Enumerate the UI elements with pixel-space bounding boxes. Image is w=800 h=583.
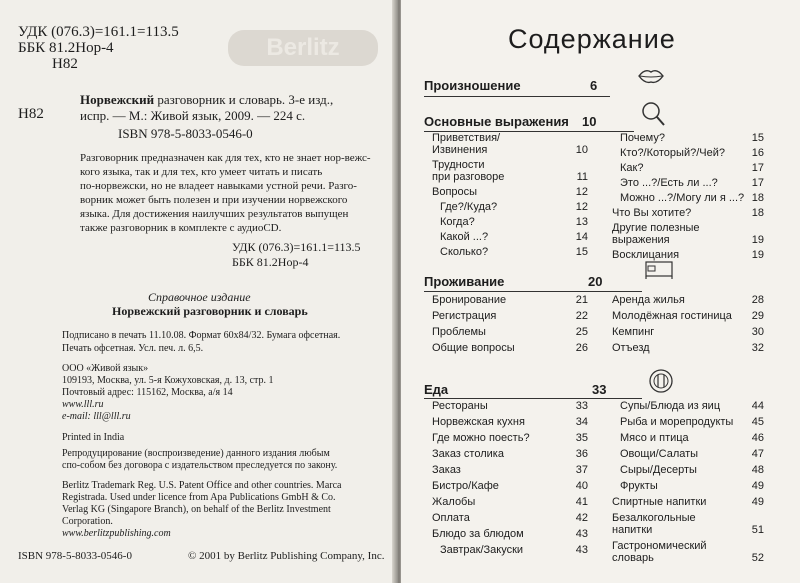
toc-entry-label: Овощи/Салаты (620, 448, 699, 460)
toc-entry-label: Регистрация (432, 310, 497, 322)
copyright-bottom: © 2001 by Berlitz Publishing Company, Inc. (188, 550, 385, 562)
toc-entry-label: Приветствия/ Извинения (432, 132, 501, 156)
toc-entry[interactable] (612, 480, 764, 492)
author-mark-top: Н82 (52, 56, 78, 72)
annotation-line: Разговорник предназначен как для тех, кто не знает нор-вежс- (80, 152, 371, 164)
section-page-number: 33 (592, 382, 607, 397)
toc-entry-page: 22 (575, 310, 588, 322)
toc-entry-label: Бронирование (432, 294, 507, 306)
trademark-line: Verlag KG (Singapore Branch), on behalf of the Berlitz Investment (62, 504, 331, 515)
toc-entry[interactable] (612, 132, 764, 144)
section-rule (424, 398, 642, 399)
section-title: Проживание (424, 274, 505, 289)
toc-entry-label: Можно ...?/Могу ли я ...? (620, 192, 745, 204)
toc-column (432, 132, 588, 258)
publisher-line: 109193, Москва, ул. 5-я Кожуховская, д. 13, стр. 1 (62, 375, 274, 386)
toc-entry[interactable] (612, 326, 764, 338)
bbk-bottom: ББК 81.2Нор-4 (232, 255, 309, 269)
udk-bottom: УДК (076.3)=161.1=113.5 (232, 240, 361, 254)
toc-entry[interactable] (612, 342, 764, 354)
toc-entry-label: Блюдо за блюдом (432, 528, 524, 540)
edition-type: Справочное издание (148, 290, 251, 304)
ghost-berlitz-logo: Berlitz (228, 30, 378, 66)
toc-entry-page: 12 (575, 186, 588, 198)
toc-entry-label: Кто?/Который?/Чей? (620, 147, 725, 159)
section-title: Основные выражения (424, 114, 569, 129)
toc-entry[interactable] (612, 162, 764, 174)
toc-entry[interactable] (432, 448, 588, 460)
toc-entry-label: Сколько? (440, 246, 489, 258)
toc-entry-label: Где?/Куда? (440, 201, 498, 213)
toc-entry-label: Как? (620, 162, 644, 174)
toc-entry-label: Бистро/Кафе (432, 480, 499, 492)
toc-entry-label: Гастрономический словарь (612, 540, 707, 564)
printed-in: Printed in India (62, 432, 125, 443)
toc-entry-page: 33 (575, 400, 588, 412)
toc-entry-label: Когда? (440, 216, 475, 228)
edition-title: Норвежский разговорник и словарь (112, 304, 308, 318)
biblio-rest: разговорник и словарь. 3-е изд., (154, 92, 334, 107)
toc-entry-page: 40 (575, 480, 588, 492)
trademark-line: Berlitz Trademark Reg. U.S. Patent Office and other countries. Marca (62, 480, 342, 491)
toc-entry-label: Завтрак/Закуски (440, 544, 524, 556)
toc-entry-page: 52 (751, 552, 764, 564)
biblio-line2: испр. — М.: Живой язык, 2009. — 224 с. (80, 108, 306, 123)
section-rule (424, 291, 642, 292)
toc-entry-page: 12 (575, 201, 588, 213)
section-page-number: 10 (582, 114, 597, 129)
toc-entry-page: 49 (751, 480, 764, 492)
toc-entry-page: 51 (751, 524, 764, 536)
toc-entry[interactable] (432, 480, 588, 492)
toc-entry-label: Норвежская кухня (432, 416, 525, 428)
toc-entry[interactable] (432, 464, 588, 476)
toc-entry-page: 46 (751, 432, 764, 444)
annotation-line: языка. Для достижения наилучших результатов выпущен (80, 208, 349, 220)
bed-icon (644, 258, 674, 280)
toc-entry-label: Заказ столика (432, 448, 504, 460)
author-mark-side: Н82 (18, 106, 44, 122)
toc-entry[interactable] (612, 540, 764, 564)
section-heading (424, 78, 521, 93)
toc-entry-page: 17 (751, 177, 764, 189)
toc-column (612, 132, 764, 261)
toc-entry-page: 42 (575, 512, 588, 524)
toc-entry-page: 43 (575, 528, 588, 540)
toc-entry-label: Заказ (432, 464, 461, 476)
toc-entry-label: Отъезд (612, 342, 650, 354)
toc-entry-label: Оплата (432, 512, 470, 524)
magnifier-icon (640, 100, 666, 128)
annotation-line: кого языка, так и для тех, кто умеет читать и писать (80, 166, 323, 178)
toc-entry[interactable] (432, 201, 588, 213)
toc-entry-label: Восклицания (612, 249, 680, 261)
toc-entry-label: Общие вопросы (432, 342, 515, 354)
toc-entry[interactable] (612, 310, 764, 322)
toc-entry-page: 11 (576, 171, 588, 183)
isbn: ISBN 978-5-8033-0546-0 (118, 126, 253, 141)
toc-entry[interactable] (432, 186, 588, 198)
toc-entry-label: Рестораны (432, 400, 488, 412)
section-heading (424, 274, 504, 289)
toc-entry[interactable] (432, 246, 588, 258)
section-title: Произношение (424, 78, 521, 93)
section-heading (424, 382, 448, 397)
toc-entry-page: 26 (575, 342, 588, 354)
toc-entry[interactable] (432, 342, 588, 354)
toc-entry-page: 13 (575, 216, 588, 228)
toc-entry-page: 43 (575, 544, 588, 556)
copyright-notice-line: спо-собом без договора с издательством преследуется по закону. (62, 460, 338, 471)
section-rule (424, 96, 610, 97)
toc-entry-label: Сыры/Десерты (620, 464, 697, 476)
toc-entry-page: 49 (751, 496, 764, 508)
toc-entry-label: Супы/Блюда из яиц (620, 400, 721, 412)
toc-entry[interactable] (612, 400, 764, 412)
toc-entry-page: 41 (575, 496, 588, 508)
isbn-bottom: ISBN 978-5-8033-0546-0 (18, 550, 132, 562)
toc-entry[interactable] (432, 294, 588, 306)
udk-top: УДК (076.3)=161.1=113.5 (18, 24, 179, 40)
toc-entry[interactable] (612, 294, 764, 306)
publisher-line: Почтовый адрес: 115162, Москва, а/я 14 (62, 387, 233, 398)
toc-entry-page: 48 (751, 464, 764, 476)
toc-entry-page: 29 (751, 310, 764, 322)
toc-entry[interactable] (612, 177, 764, 189)
toc-entry-label: Это ...?/Есть ли ...? (620, 177, 718, 189)
bbk-top: ББК 81.2Нор-4 (18, 40, 114, 56)
website: www.berlitzpublishing.com (62, 528, 171, 539)
annotation-line: также разговорник в комплекте с аудиоCD. (80, 222, 282, 234)
toc-entry-label: Рыба и морепродукты (620, 416, 734, 428)
toc-entry[interactable] (612, 249, 764, 261)
toc-column (432, 294, 588, 354)
toc-entry[interactable] (432, 416, 588, 428)
lips-icon (637, 66, 665, 86)
toc-entry-page: 37 (575, 464, 588, 476)
toc-column (612, 294, 764, 354)
toc-entry[interactable] (612, 147, 764, 159)
toc-entry-page: 35 (575, 432, 588, 444)
toc-entry-label: Почему? (620, 132, 665, 144)
toc-entry[interactable] (432, 216, 588, 228)
toc-entry-label: Кемпинг (612, 326, 655, 338)
toc-entry-label: Другие полезные выражения (612, 222, 700, 246)
toc-entry[interactable] (612, 448, 764, 460)
toc-entry-label: Безалкогольные напитки (612, 512, 696, 536)
toc-entry[interactable] (432, 132, 588, 156)
toc-entry-label: Молодёжная гостиница (612, 310, 732, 322)
page-title: Содержание (508, 24, 676, 54)
toc-entry[interactable] (432, 400, 588, 412)
toc-entry-page: 30 (751, 326, 764, 338)
toc-entry-page: 28 (751, 294, 764, 306)
toc-entry-label: Фрукты (620, 480, 658, 492)
toc-entry[interactable] (432, 512, 588, 524)
biblio-title: Норвежский (80, 92, 155, 107)
print-info-line: Печать офсетная. Усл. печ. л. 6,5. (62, 343, 204, 354)
toc-entry-page: 18 (751, 207, 764, 219)
toc-entry[interactable] (432, 432, 588, 444)
toc-entry[interactable] (612, 496, 764, 508)
toc-entry[interactable] (612, 432, 764, 444)
toc-entry[interactable] (612, 464, 764, 476)
toc-entry-page: 15 (575, 246, 588, 258)
toc-entry[interactable] (612, 416, 764, 428)
toc-entry-label: Мясо и птица (620, 432, 689, 444)
toc-entry-label: Что Вы хотите? (612, 207, 692, 219)
toc-entry-page: 36 (575, 448, 588, 460)
toc-entry-page: 44 (751, 400, 764, 412)
toc-entry-page: 34 (575, 416, 588, 428)
toc-entry[interactable] (612, 192, 764, 204)
toc-entry-label: Трудности при разговоре (432, 159, 505, 183)
toc-column (612, 400, 764, 564)
toc-entry-label: Жалобы (432, 496, 476, 508)
toc-entry-label: Проблемы (432, 326, 486, 338)
trademark-line: Corporation. (62, 516, 113, 527)
publisher-email: e-mail: lll@lll.ru (62, 411, 131, 422)
toc-entry[interactable] (612, 207, 764, 219)
toc-entry-label: Вопросы (432, 186, 478, 198)
toc-entry-page: 16 (751, 147, 764, 159)
toc-entry[interactable] (432, 310, 588, 322)
publisher-website: www.lll.ru (62, 399, 104, 410)
section-title: Еда (424, 382, 449, 397)
trademark-line: Registrada. Used under licence from Apa Publications GmbH & Co. (62, 492, 336, 503)
toc-entry-page: 25 (575, 326, 588, 338)
toc-entry-page: 14 (575, 231, 588, 243)
toc-entry-page: 32 (751, 342, 764, 354)
toc-column (432, 400, 588, 556)
toc-entry-label: Где можно поесть? (432, 432, 530, 444)
section-page-number: 20 (588, 274, 603, 289)
toc-entry-page: 47 (751, 448, 764, 460)
toc-entry[interactable] (432, 528, 588, 540)
section-page-number: 6 (590, 78, 598, 93)
print-info-line: Подписано в печать 11.10.08. Формат 60x84/32. Бумага офсетная. (62, 330, 341, 341)
toc-entry-page: 15 (751, 132, 764, 144)
copyright-notice-line: Репродуцирование (воспроизведение) данного издания любым (62, 448, 330, 459)
plate-icon (648, 368, 674, 394)
toc-entry-page: 19 (751, 249, 764, 261)
toc-entry[interactable] (612, 222, 764, 246)
publisher-line: ООО «Живой язык» (62, 363, 149, 374)
toc-entry-label: Аренда жилья (612, 294, 685, 306)
toc-entry-page: 10 (575, 144, 588, 156)
annotation-line: по-норвежски, но не владеет навыками устной речи. Разго- (80, 180, 357, 192)
toc-entry-page: 18 (751, 192, 764, 204)
biblio-line1 (80, 92, 333, 108)
toc-entry-page: 21 (575, 294, 588, 306)
toc-entry[interactable] (432, 544, 588, 556)
section-heading (424, 114, 569, 129)
toc-entry-page: 45 (751, 416, 764, 428)
toc-entry[interactable] (612, 512, 764, 536)
toc-entry-page: 17 (751, 162, 764, 174)
toc-entry[interactable] (432, 231, 588, 243)
left-page (0, 0, 397, 583)
toc-entry[interactable] (432, 496, 588, 508)
annotation-line: ворник может быть полезен и при изучении норвежского (80, 194, 348, 206)
toc-entry[interactable] (432, 326, 588, 338)
toc-entry[interactable] (432, 159, 588, 183)
toc-entry-page: 19 (751, 234, 764, 246)
toc-entry-label: Какой ...? (440, 231, 489, 243)
toc-entry-label: Спиртные напитки (612, 496, 707, 508)
